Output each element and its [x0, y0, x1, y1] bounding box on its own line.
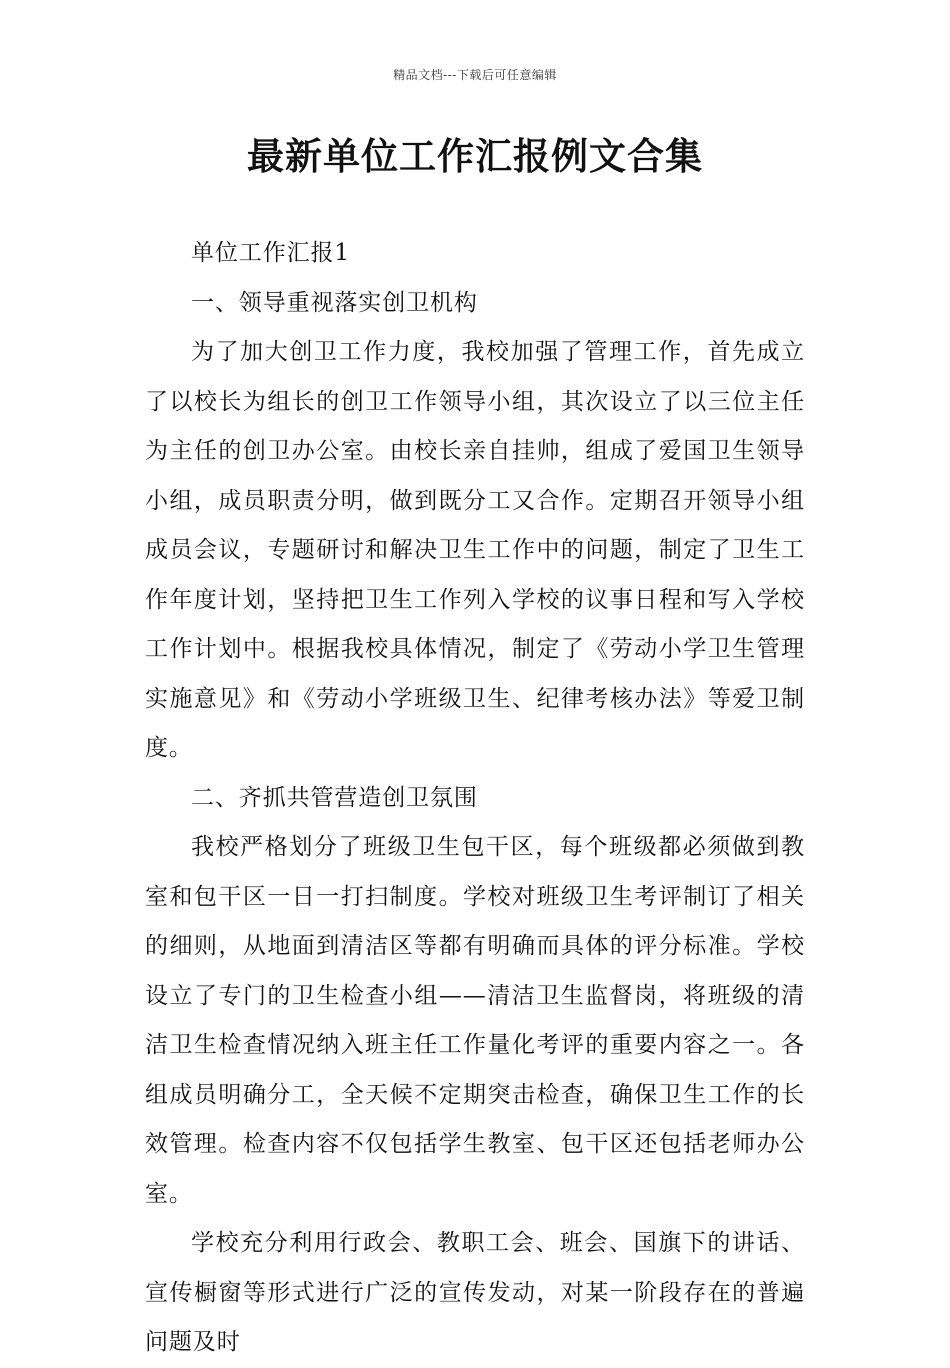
section-heading-1: 一、领导重视落实创卫机构: [191, 289, 478, 316]
report-number-heading: 单位工作汇报1: [191, 240, 350, 266]
body-paragraph: 为了加大创卫工作力度，我校加强了管理工作，首先成立了以校长为组长的创卫工作领导小组，其次设立了以三位主任为主任的创卫办公室。由校长亲自挂帅，组成了爱国卫生领导小组，成员职责分明，做到既分工又合作。定期召开领导小组成员会议，专题研讨和解决卫生工作中的问题，制定了卫生工作年度计划，坚持把卫生工作列入学校的议事日程和写入学校工作计划中。根据我校具体情况，制定了《劳动小学卫生管理实施意见》和《劳动小学班级卫生、纪律考核办法》等爱卫制度。: [145, 339, 805, 761]
header-note: 精品文档---下载后可任意编辑: [393, 68, 557, 82]
document-title: 最新单位工作汇报例文合集: [247, 135, 703, 178]
body-paragraph: 我校严格划分了班级卫生包干区，每个班级都必须做到教室和包干区一日一打扫制度。学校对班级卫生考评制订了相关的细则，从地面到清洁区等都有明确而具体的评分标准。学校设立了专门的卫生检查小组——清洁卫生监督岗，将班级的清洁卫生检查情况纳入班主任工作量化考评的重要内容之一。各组成员明确分工，全天候不定期突击检查，确保卫生工作的长效管理。检查内容不仅包括学生教室、包干区还包括老师办公室。: [145, 834, 805, 1207]
body-paragraph: 学校充分利用行政会、教职工会、班会、国旗下的讲话、宣传橱窗等形式进行广泛的宣传发动，对某一阶段存在的普遍问题及时: [145, 1230, 805, 1355]
section-heading-2: 二、齐抓共管营造创卫氛围: [191, 784, 478, 811]
document-body: [145, 229, 805, 1368]
